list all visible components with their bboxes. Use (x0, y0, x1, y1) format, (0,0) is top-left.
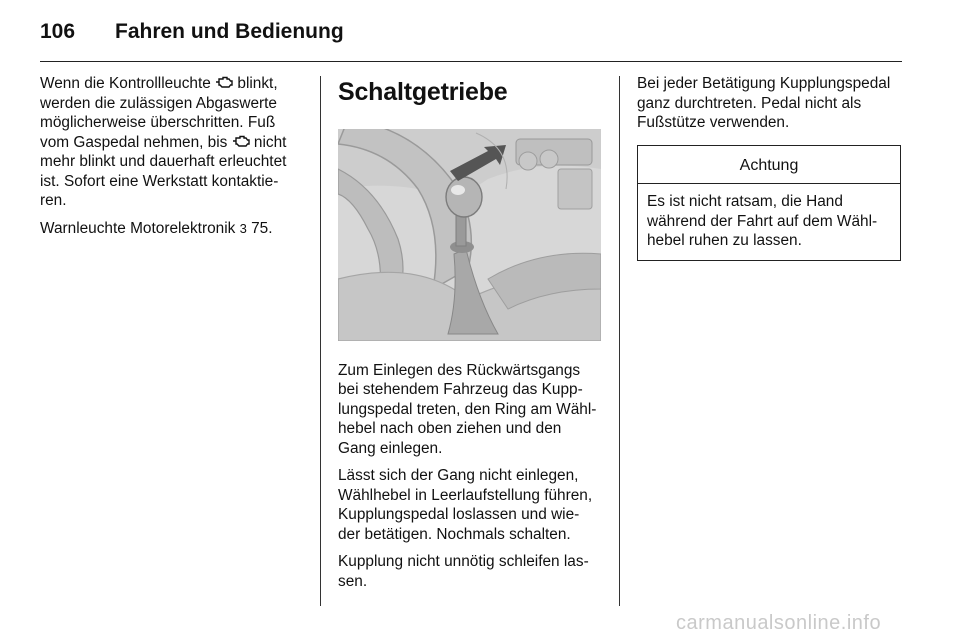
column-3 (637, 74, 902, 261)
section-title: Fahren und Bedienung (115, 20, 344, 43)
column-divider-1 (320, 76, 321, 606)
column-divider-2 (619, 76, 620, 606)
clutch-slip-paragraph: Kupplung nicht unnötig schleifen las‐ sen. (338, 553, 589, 590)
section-heading: Schaltgetriebe (338, 78, 508, 106)
watermark: carmanualsonline.info (676, 612, 882, 634)
neutral-paragraph: Lässt sich der Gang nicht einlegen, Wählhebel in Leerlaufstellung führen, Kupplungspedal loslassen und wie‐ der betätigen. Nochmals schalten. (338, 467, 593, 543)
column-1 (40, 74, 302, 246)
engine-warning-light-icon (232, 134, 250, 149)
reverse-gear-paragraph: Zum Einlegen des Rückwärtsgangs bei stehendem Fahrzeug das Kupp‐ lungspedal treten, den Ring am Wähl‐ hebel nach oben ziehen und den Gang einlegen. (338, 361, 597, 457)
page-number: 106 (40, 20, 76, 43)
gear-lever-illustration (338, 129, 601, 341)
emission-paragraph: Wenn die Kontrollleuchte blinkt, werden die zulässigen Abgaswerte möglicherweise überschritten. Fuß vom Gaspedal nehmen, bis nicht mehr blinkt und dauerhaft erleuchtet ist. Sofort eine Werkstatt kontaktie‐ ren. (40, 75, 287, 209)
gearbox-text (338, 361, 603, 592)
warning-title: Achtung (638, 146, 900, 185)
header-rule (40, 61, 902, 62)
clutch-paragraph: Bei jeder Betätigung Kupplungspedal ganz durchtreten. Pedal nicht als Fußstütze verwenden. (637, 75, 891, 131)
column-2 (338, 74, 603, 599)
page-reference[interactable]: 75. (246, 219, 273, 237)
page-reference-arrow-icon: 3 (239, 220, 247, 236)
warning-box (637, 145, 901, 261)
page-header (40, 14, 902, 54)
warning-body: Es ist nicht ratsam, die Hand während der Fahrt auf dem Wähl‐ hebel ruhen zu lassen. (647, 193, 878, 249)
reference-paragraph: Warnleuchte Motorelektronik 3 75. (40, 219, 273, 237)
engine-warning-light-icon (215, 75, 233, 90)
